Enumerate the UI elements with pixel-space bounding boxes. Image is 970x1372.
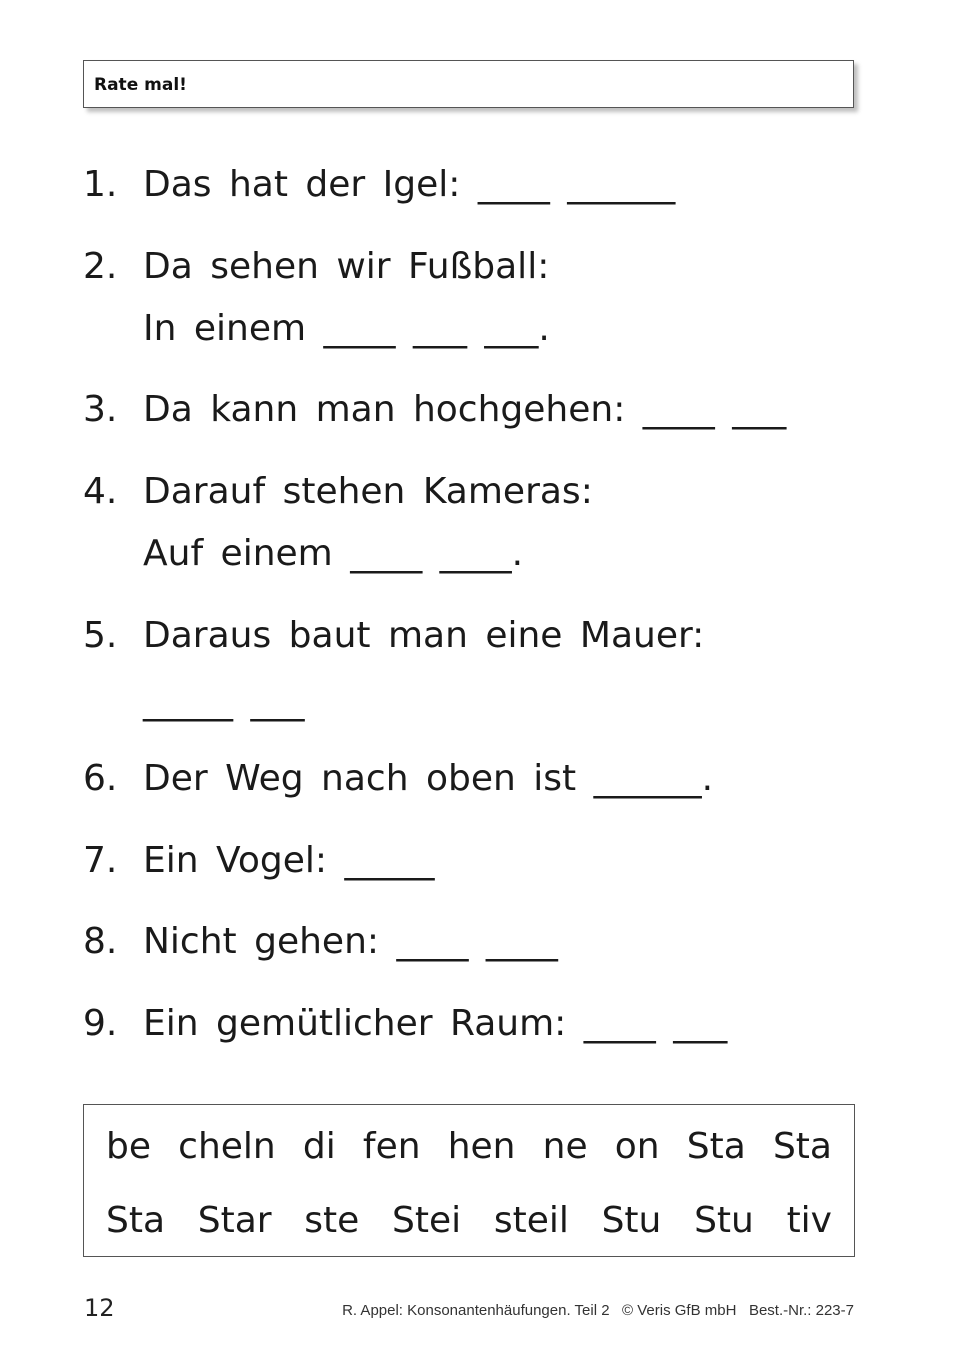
task-9 <box>83 1002 727 1046</box>
task-text: Ein gemütlicher Raum: ____ ___ <box>143 1003 728 1044</box>
task-2-continuation: In einem ____ ___ ___. <box>143 308 550 349</box>
syllable: tiv <box>786 1200 832 1241</box>
task-6 <box>83 757 713 801</box>
footer-credit: R. Appel: Konsonantenhäufungen. Teil 2 © Veris GfB mbH Best.-Nr.: 223-7 <box>342 1302 854 1319</box>
task-8 <box>83 920 558 964</box>
task-text: Das hat der Igel: ____ ______ <box>143 164 676 205</box>
syllable: fen <box>362 1126 421 1167</box>
task-text: Daraus baut man eine Mauer: <box>143 615 705 656</box>
task-4-continuation: Auf einem ____ ____. <box>143 533 524 574</box>
task-text: Ein Vogel: _____ <box>143 840 435 881</box>
syllable-row-2 <box>106 1199 832 1243</box>
syllable: Stu <box>601 1200 662 1241</box>
syllable: be <box>106 1126 151 1167</box>
task-1 <box>83 163 675 207</box>
syllable: Sta <box>772 1126 832 1167</box>
task-number: 3. <box>83 389 118 430</box>
worksheet-title: Rate mal! <box>94 75 187 95</box>
task-number: 4. <box>83 471 118 512</box>
syllable: Sta <box>106 1200 166 1241</box>
task-number: 5. <box>83 615 118 656</box>
syllable: on <box>614 1126 660 1167</box>
task-5 <box>83 614 704 658</box>
title-box <box>83 60 854 108</box>
task-2 <box>83 245 549 289</box>
task-7 <box>83 839 434 883</box>
syllable: Sta <box>686 1126 746 1167</box>
task-number: 2. <box>83 246 118 287</box>
syllable: cheln <box>178 1126 276 1167</box>
task-4 <box>83 470 593 514</box>
syllable: Star <box>197 1200 272 1241</box>
task-number: 1. <box>83 164 118 205</box>
task-number: 6. <box>83 758 118 799</box>
task-text: Da sehen wir Fußball: <box>143 246 550 287</box>
task-text: Nicht gehen: ____ ____ <box>143 921 558 962</box>
task-3 <box>83 388 786 432</box>
task-5-continuation: _____ ___ <box>143 681 305 722</box>
task-number: 8. <box>83 921 118 962</box>
task-number: 9. <box>83 1003 118 1044</box>
task-text: Da kann man hochgehen: ____ ___ <box>143 389 787 430</box>
syllable: Stu <box>694 1200 754 1241</box>
syllable: ne <box>542 1126 588 1167</box>
page-number: 12 <box>84 1294 115 1322</box>
syllable: ste <box>304 1200 360 1241</box>
syllable-box <box>83 1104 855 1257</box>
task-text: Darauf stehen Kameras: <box>143 471 593 512</box>
syllable: hen <box>447 1126 516 1167</box>
syllable: Stei <box>392 1200 462 1241</box>
syllable: steil <box>493 1200 569 1241</box>
syllable: di <box>302 1126 336 1167</box>
task-number: 7. <box>83 840 118 881</box>
task-text: Der Weg nach oben ist ______. <box>143 758 714 799</box>
syllable-row-1 <box>106 1125 832 1169</box>
